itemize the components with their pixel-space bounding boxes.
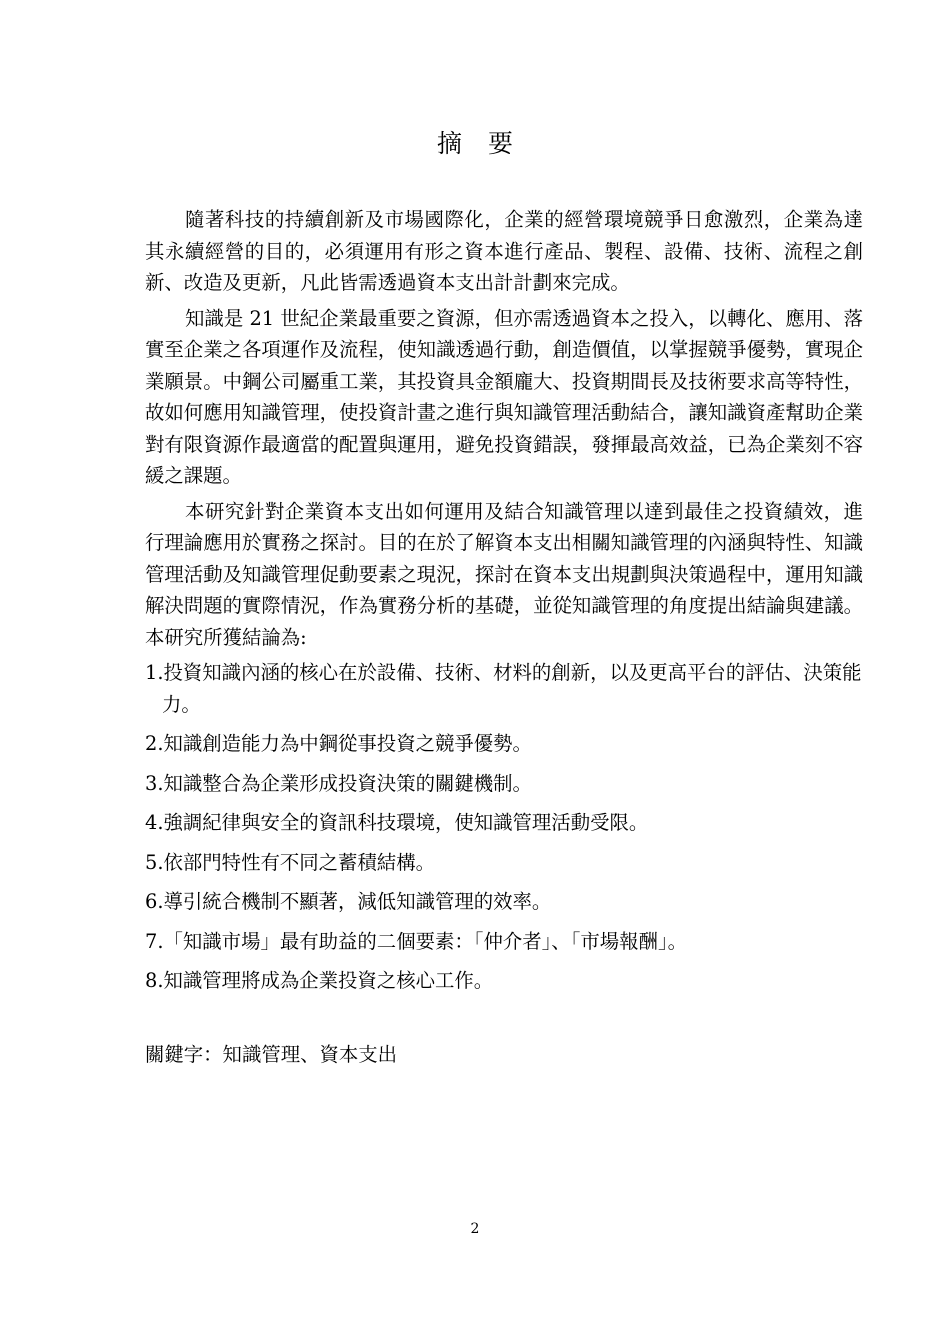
abstract-body bbox=[145, 204, 863, 1005]
paragraph: 知識是 21 世紀企業最重要之資源，但亦需透過資本之投入，以轉化、應用、落實至企業之各項運作及流程，使知識透過行動，創造價值，以掌握競爭優勢，實現企業願景。中鋼公司屬重工業，其投資具金額龐大、投資期間長及技術要求高等特性，故如何應用知識管理，使投資計畫之進行與知識管理活動結合，讓知識資產幫助企業對有限資源作最適當的配置與運用，避免投資錯誤，發揮最高效益，已為企業刻不容緩之課題。 bbox=[145, 306, 863, 487]
keywords: 關鍵字：知識管理、資本支出 bbox=[145, 1043, 398, 1066]
list-item: 8.知識管理將成為企業投資之核心工作。 bbox=[145, 969, 494, 992]
paragraph: 隨著科技的持續創新及市場國際化，企業的經營環境競爭日愈激烈，企業為達其永續經營的目的，必須運用有形之資本進行產品、製程、設備、技術、流程之創新、改造及更新，凡此皆需透過資本支出計計劃來完成。 bbox=[145, 208, 863, 294]
list-item: 1.投資知識內涵的核心在於設備、技術、材料的創新，以及更高平台的評估、決策能力。 bbox=[145, 661, 862, 716]
list-item: 6.導引統合機制不顯著，減低知識管理的效率。 bbox=[145, 890, 552, 913]
paragraph: 本研究針對企業資本支出如何運用及結合知識管理以達到最佳之投資績效，進行理論應用於實務之探討。目的在於了解資本支出相關知識管理的內涵與特性、知識管理活動及知識管理促動要素之現況，探討在資本支出規劃與決策過程中，運用知識解決問題的實際情況，作為實務分析的基礎，並從知識管理的角度提出結論與建議。本研究所獲結論為: bbox=[145, 499, 863, 649]
conclusions-list bbox=[145, 657, 863, 997]
list-item: 3.知識整合為企業形成投資決策的關鍵機制。 bbox=[145, 771, 532, 795]
list-item: 4.強調紀律與安全的資訊科技環境，使知識管理活動受限。 bbox=[145, 811, 649, 834]
page-title: 摘要 bbox=[436, 129, 539, 158]
list-item: 5.依部門特性有不同之蓄積結構。 bbox=[145, 850, 435, 874]
list-item: 2.知識創造能力為中鋼從事投資之競爭優勢。 bbox=[145, 732, 532, 755]
list-item: 7.「知識市場」最有助益的二個要素：「仲介者」、「市場報酬」。 bbox=[145, 929, 688, 953]
page-number: 2 bbox=[470, 1221, 480, 1237]
